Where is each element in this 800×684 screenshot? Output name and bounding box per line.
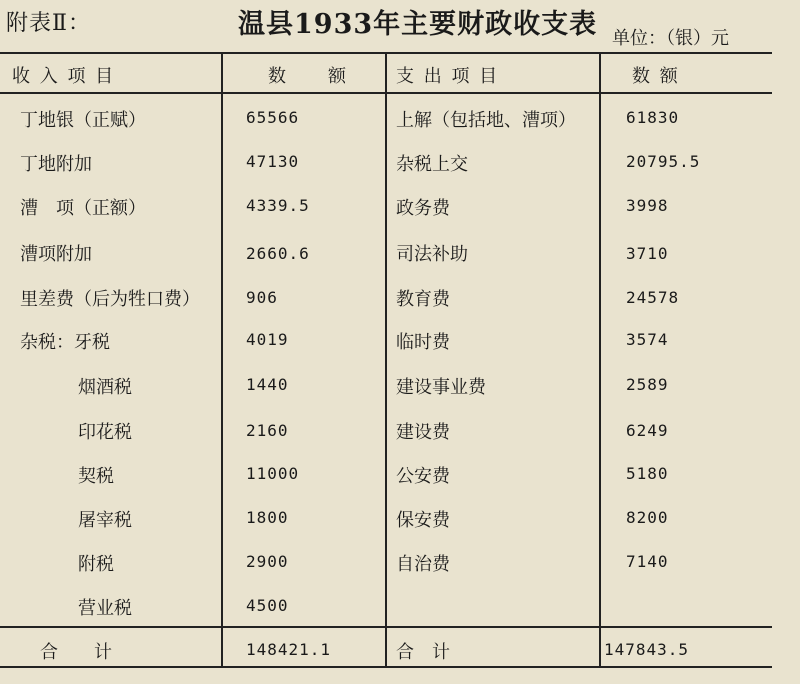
- expenditure-amount: 20795.5: [626, 152, 701, 171]
- expenditure-item: 教育费: [396, 289, 450, 310]
- income-item: 营业税: [78, 598, 132, 619]
- header-income-amount: 数 额: [268, 66, 348, 87]
- expenditure-amount: 2589: [626, 375, 669, 394]
- income-amount: 4339.5: [246, 196, 310, 215]
- income-amount: 1800: [246, 508, 289, 527]
- expenditure-item: 临时费: [396, 332, 450, 353]
- expenditure-amount: 3998: [626, 196, 669, 215]
- income-amount: 1440: [246, 375, 289, 394]
- bottom-rule: [0, 666, 772, 668]
- expenditure-amount: 5180: [626, 464, 669, 483]
- income-amount: 11000: [246, 464, 300, 483]
- income-amount: 2660.6: [246, 244, 310, 263]
- income-amount: 906: [246, 288, 278, 307]
- expenditure-item: 保安费: [396, 510, 450, 531]
- income-amount: 2900: [246, 552, 289, 571]
- column-divider-1: [221, 52, 223, 666]
- header-expenditure-item: 支 出 项 目: [396, 66, 500, 87]
- income-amount: 47130: [246, 152, 300, 171]
- income-item: 丁地附加: [20, 154, 92, 175]
- income-item: 附税: [78, 554, 114, 575]
- expenditure-amount: 8200: [626, 508, 669, 527]
- income-item: 烟酒税: [78, 377, 132, 398]
- income-item: 漕项附加: [20, 244, 92, 265]
- expenditure-item: 自治费: [396, 554, 450, 575]
- expenditure-item: 公安费: [396, 466, 450, 487]
- appendix-label: 附表Ⅱ：: [6, 11, 91, 36]
- income-total-label: 合 计: [40, 642, 112, 663]
- expenditure-item: 政务费: [396, 198, 450, 219]
- income-amount: 65566: [246, 108, 300, 127]
- expenditure-total-label: 合 计: [396, 642, 450, 663]
- expenditure-amount: 6249: [626, 421, 669, 440]
- expenditure-amount: 3710: [626, 244, 669, 263]
- column-divider-2: [385, 52, 387, 666]
- expenditure-item: 上解（包括地、漕项）: [396, 110, 576, 131]
- expenditure-item: 建设费: [396, 422, 450, 443]
- income-total-amount: 148421.1: [246, 640, 332, 659]
- income-item: 里差费（后为牲口费）: [20, 289, 200, 310]
- expenditure-item: 建设事业费: [396, 377, 486, 398]
- income-amount: 4500: [246, 596, 289, 615]
- income-item: 丁地银（正赋）: [20, 110, 146, 131]
- column-divider-3: [599, 52, 601, 666]
- expenditure-item: 司法补助: [396, 244, 468, 265]
- income-item: 印花税: [78, 422, 132, 443]
- income-item: 漕 项（正额）: [20, 198, 146, 219]
- income-item: 契税: [78, 466, 114, 487]
- income-item: 屠宰税: [78, 510, 132, 531]
- expenditure-amount: 3574: [626, 330, 669, 349]
- income-amount: 2160: [246, 421, 289, 440]
- header-expenditure-amount: 数 额: [632, 66, 680, 87]
- table-title: 温县1933年主要财政收支表: [238, 9, 598, 40]
- expenditure-amount: 24578: [626, 288, 680, 307]
- unit-note: 单位：（银）元: [612, 28, 729, 49]
- header-income-item: 收 入 项 目: [12, 66, 116, 87]
- expenditure-amount: 7140: [626, 552, 669, 571]
- expenditure-amount: 61830: [626, 108, 680, 127]
- income-item: 杂税：牙税: [20, 332, 110, 353]
- expenditure-item: 杂税上交: [396, 154, 468, 175]
- expenditure-total-amount: 147843.5: [604, 640, 690, 659]
- income-amount: 4019: [246, 330, 289, 349]
